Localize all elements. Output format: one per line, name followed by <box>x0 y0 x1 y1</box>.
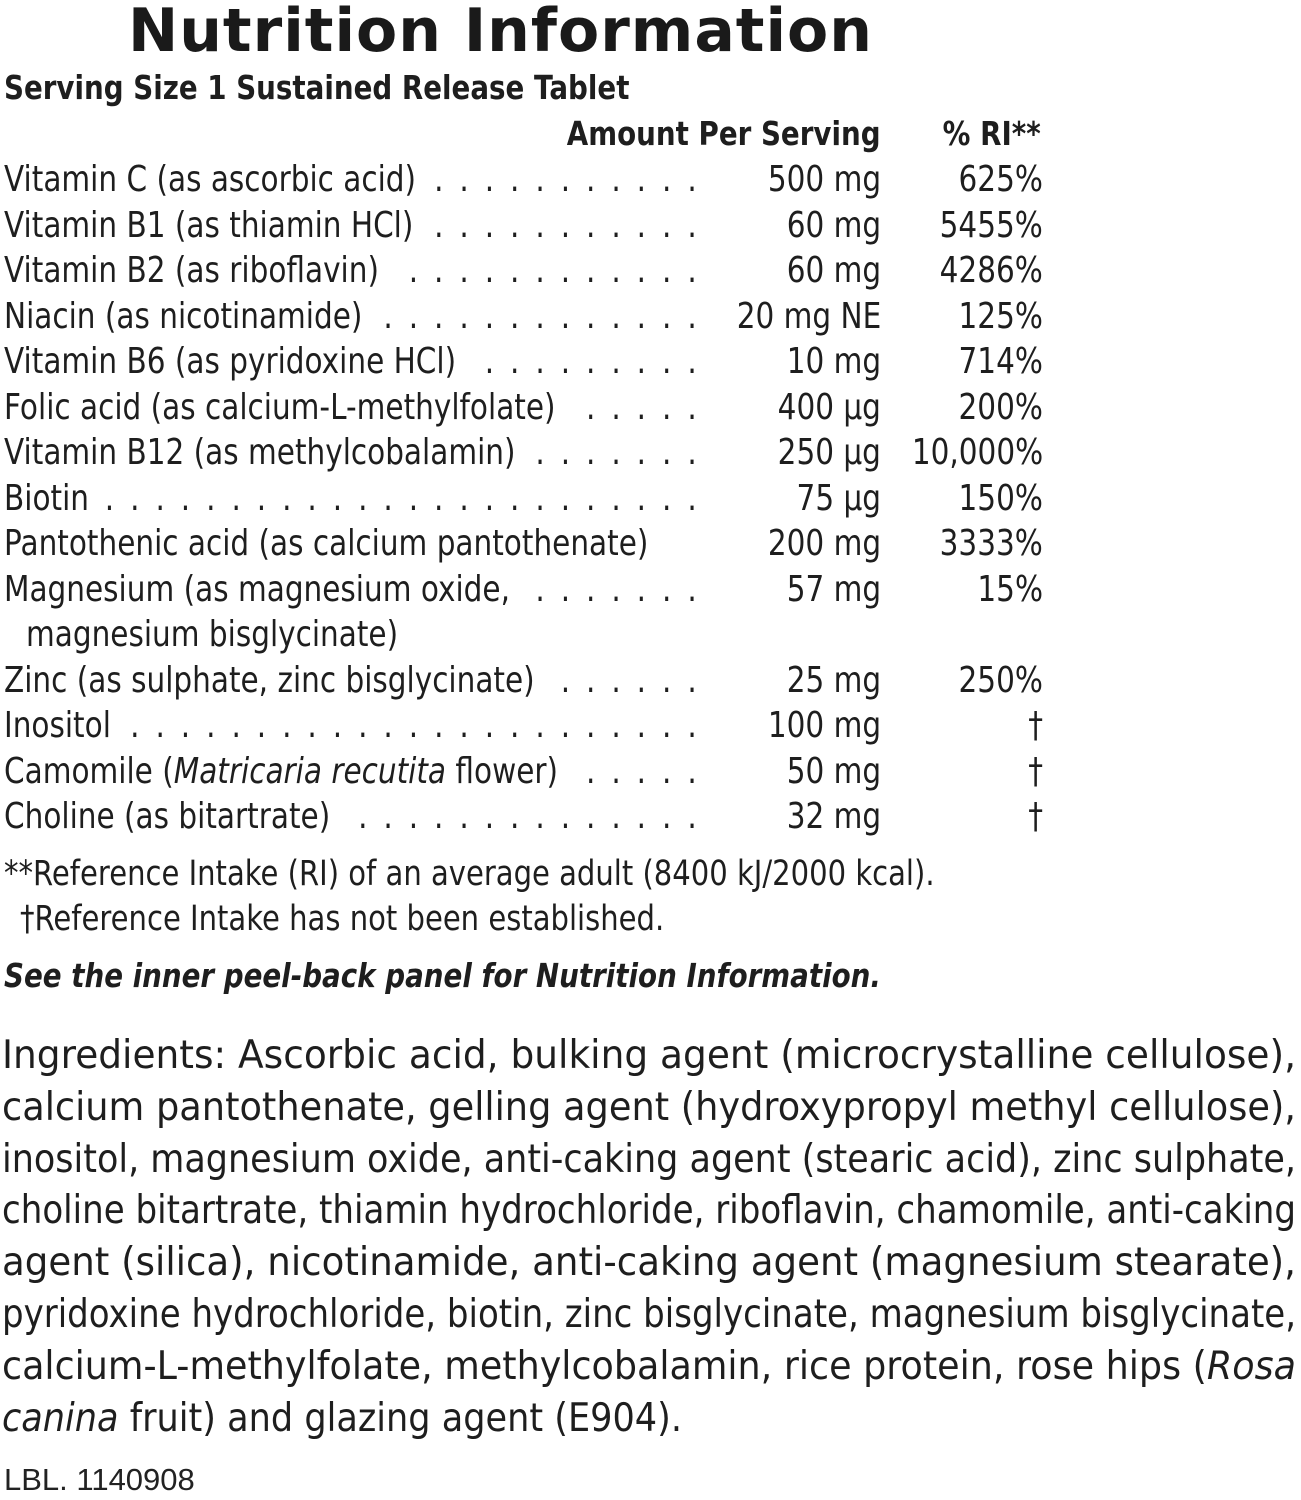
ingredients-line: calcium pantothenate, gelling agent (hydroxypropyl methyl cellulose), <box>2 1084 1296 1130</box>
nutrient-amount: 57 mg <box>786 568 881 610</box>
nutrient-row <box>0 477 1301 522</box>
nutrient-row <box>0 204 1301 249</box>
nutrient-row <box>0 431 1301 476</box>
nutrient-amount: 100 mg <box>767 705 881 746</box>
header-amount-per-serving: Amount Per Serving <box>567 114 881 153</box>
leader-dots: . . . . . . . . . . . <box>434 159 700 200</box>
leader-dots: . . . . . . . . . . . . . <box>383 295 700 337</box>
ingredients-latin: Rosa <box>1206 1343 1296 1389</box>
nutrient-name-post: flower) <box>446 750 559 792</box>
nutrient-ri: 15% <box>977 568 1043 610</box>
ingredients-line: Ingredients: Ascorbic acid, bulking agent (microcrystalline cellulose), <box>2 1033 1297 1078</box>
nutrient-name: Vitamin B6 (as pyridoxine HCl) <box>4 341 457 382</box>
nutrient-ri: 150% <box>958 477 1043 519</box>
serving-size: Serving Size 1 Sustained Release Tablet <box>4 68 630 107</box>
nutrient-row <box>0 249 1301 294</box>
footnote-ri: **Reference Intake (RI) of an average adult (8400 kJ/2000 kcal). <box>4 854 935 894</box>
nutrient-row <box>0 568 1301 613</box>
nutrient-name: Pantothenic acid (as calcium pantothenate) <box>4 523 649 564</box>
nutrient-name: Vitamin B1 (as thiamin HCl) <box>4 204 414 246</box>
nutrient-name-pre: Camomile ( <box>4 750 174 792</box>
footnote-not-established: †Reference Intake has not been established. <box>20 899 665 939</box>
nutrient-amount: 500 mg <box>767 159 881 200</box>
nutrient-amount: 10 mg <box>786 341 881 382</box>
nutrient-name: Choline (as bitartrate) <box>4 796 331 837</box>
nutrient-amount: 20 mg NE <box>736 295 881 337</box>
leader-dots: . . . . . . . . . . . . . . . . . . . . . . . <box>130 705 700 746</box>
leader-dots: . . . . . <box>586 750 700 792</box>
ingredients-line: choline bitartrate, thiamin hydrochloride, riboflavin, chamomile, anti-caking <box>2 1188 1297 1234</box>
nutrient-name: Biotin <box>4 477 90 519</box>
nutrient-row <box>0 522 1301 567</box>
leader-dots: . . . . . . . . . . . . . . . . . . . . . . . . <box>104 477 700 519</box>
ingredients-line-text: calcium-L-methylfolate, methylcobalamin, rice protein, rose hips ( <box>2 1343 1207 1389</box>
ingredients-line-text: fruit) and glazing agent (E904). <box>118 1395 682 1441</box>
nutrient-amount: 32 mg <box>786 796 881 837</box>
nutrient-row <box>0 659 1301 704</box>
nutrient-row <box>0 386 1301 431</box>
nutrient-amount: 25 mg <box>786 659 881 701</box>
ingredients-line: agent (silica), nicotinamide, anti-caking agent (magnesium stearate), <box>2 1240 1296 1286</box>
nutrient-row-continuation <box>0 613 1301 658</box>
nutrient-ri: 714% <box>958 341 1043 382</box>
ingredients-line <box>2 1393 1168 1445</box>
nutrient-name: Vitamin B12 (as methylcobalamin) <box>4 432 516 473</box>
nutrient-name: Zinc (as sulphate, zinc bisglycinate) <box>4 659 535 701</box>
leader-dots: . . . . . . <box>560 659 700 701</box>
nutrient-ri: 125% <box>958 295 1043 337</box>
nutrient-row <box>0 795 1301 840</box>
nutrition-title: Nutrition Information <box>128 0 873 66</box>
nutrient-amount: 250 µg <box>777 432 881 473</box>
ingredients-line <box>2 1341 1296 1393</box>
nutrient-amount: 75 µg <box>796 477 881 519</box>
leader-dots: . . . . . . . . . . . <box>434 204 700 246</box>
nutrient-ri: 3333% <box>939 523 1043 564</box>
nutrient-row <box>0 340 1301 385</box>
leader-dots: . . . . . . . <box>535 432 700 473</box>
nutrient-row <box>0 295 1301 340</box>
nutrient-amount: 400 µg <box>777 386 881 428</box>
nutrient-name: Vitamin B2 (as riboflavin) <box>4 250 379 291</box>
nutrient-name <box>4 750 558 794</box>
nutrient-amount: 200 mg <box>767 523 881 564</box>
label-code: LBL. 1140908 <box>4 1462 195 1497</box>
nutrient-ri: † <box>1028 705 1043 746</box>
ingredients-line: pyridoxine hydrochloride, biotin, zinc bisglycinate, magnesium bisglycinate, <box>2 1291 1297 1337</box>
nutrient-ri: 250% <box>958 659 1043 701</box>
nutrient-name: Magnesium (as magnesium oxide, <box>4 568 510 610</box>
ingredients-latin: canina <box>2 1395 119 1441</box>
nutrient-amount: 50 mg <box>786 750 881 792</box>
nutrient-name: Inositol <box>4 705 111 746</box>
nutrient-name: Vitamin C (as ascorbic acid) <box>4 159 417 200</box>
leader-dots: . . . . . . . . . . . . . . <box>358 796 700 837</box>
nutrient-name: magnesium bisglycinate) <box>26 614 399 655</box>
nutrient-name: Niacin (as nicotinamide) <box>4 295 363 337</box>
ingredients-text <box>2 1030 1298 1444</box>
nutrient-name-latin: Matricaria recutita <box>173 750 447 792</box>
see-note: See the inner peel-back panel for Nutrition Information. <box>4 956 881 995</box>
ingredients-line: inositol, magnesium oxide, anti-caking agent (stearic acid), zinc sulphate, <box>2 1136 1297 1182</box>
leader-dots: . . . . . <box>586 386 700 428</box>
nutrient-amount: 60 mg <box>786 204 881 246</box>
nutrient-amount: 60 mg <box>786 250 881 291</box>
header-percent-ri: % RI** <box>942 114 1041 153</box>
nutrient-ri: 5455% <box>939 204 1043 246</box>
nutrient-name: Folic acid (as calcium-L-methylfolate) <box>4 386 556 428</box>
nutrient-ri: 625% <box>958 159 1043 200</box>
nutrient-ri: † <box>1028 796 1043 837</box>
leader-dots: . . . . . . . . . . . . <box>408 250 700 291</box>
leader-dots: . . . . . . . <box>535 568 700 610</box>
nutrient-row <box>0 158 1301 203</box>
nutrient-ri: 10,000% <box>911 432 1043 473</box>
nutrient-row <box>0 704 1301 749</box>
nutrient-row <box>0 750 1301 795</box>
nutrient-ri: 4286% <box>939 250 1043 291</box>
leader-dots: . . . . . . . . . <box>484 341 700 382</box>
nutrient-ri: † <box>1028 750 1043 792</box>
nutrient-ri: 200% <box>958 386 1043 428</box>
